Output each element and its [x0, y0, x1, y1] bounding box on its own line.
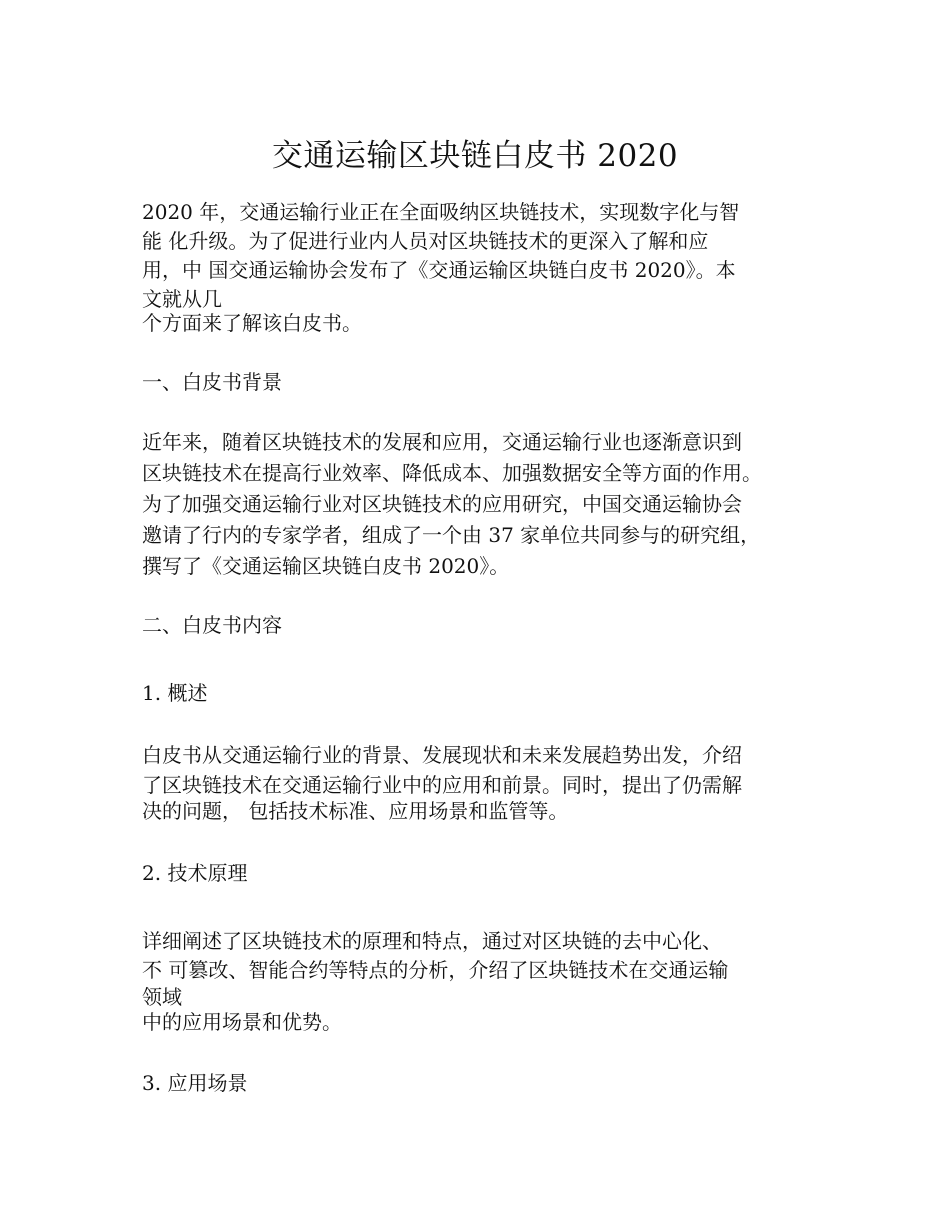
section1-line: 邀请了行内的专家学者，组成了一个由 37 家单位共同参与的研究组，: [142, 523, 761, 547]
section-heading-content: 二、白皮书内容: [142, 613, 282, 637]
sub2-line: 领域: [142, 985, 182, 1009]
sub1-line: 白皮书从交通运输行业的背景、发展现状和未来发展趋势出发，介绍: [142, 743, 742, 767]
intro-line: 能 化升级。为了促进行业内人员对区块链技术的更深入了解和应: [142, 229, 709, 253]
section1-line: 近年来，随着区块链技术的发展和应用，交通运输行业也逐渐意识到: [142, 430, 742, 454]
sub1-line: 决的问题， 包括技术标准、应用场景和监管等。: [142, 799, 569, 823]
intro-line: 文就从几: [142, 287, 222, 311]
section1-line: 区块链技术在提高行业效率、降低成本、加强数据安全等方面的作用。: [142, 461, 762, 485]
section-heading-background: 一、白皮书背景: [142, 370, 282, 394]
intro-line: 个方面来了解该白皮书。: [142, 311, 362, 335]
intro-line: 用，中 国交通运输协会发布了《交通运输区块链白皮书 2020》。本: [142, 258, 736, 282]
sub2-line: 详细阐述了区块链技术的原理和特点，通过对区块链的去中心化、: [142, 929, 722, 953]
subsection-heading-scenarios: 3. 应用场景: [142, 1071, 248, 1095]
subsection-heading-principles: 2. 技术原理: [142, 861, 248, 885]
document-title: 交通运输区块链白皮书 2020: [271, 138, 679, 174]
subsection-heading-overview: 1. 概述: [142, 681, 208, 705]
sub2-line: 中的应用场景和优势。: [142, 1010, 342, 1034]
intro-line: 2020 年，交通运输行业正在全面吸纳区块链技术，实现数字化与智: [142, 200, 740, 224]
section1-line: 为了加强交通运输行业对区块链技术的应用研究，中国交通运输协会: [142, 492, 742, 516]
sub2-line: 不 可篡改、智能合约等特点的分析，介绍了区块链技术在交通运输: [142, 958, 729, 982]
sub1-line: 了区块链技术在交通运输行业中的应用和前景。同时，提出了仍需解: [142, 773, 742, 797]
section1-line: 撰写了《交通运输区块链白皮书 2020》。: [142, 554, 510, 578]
